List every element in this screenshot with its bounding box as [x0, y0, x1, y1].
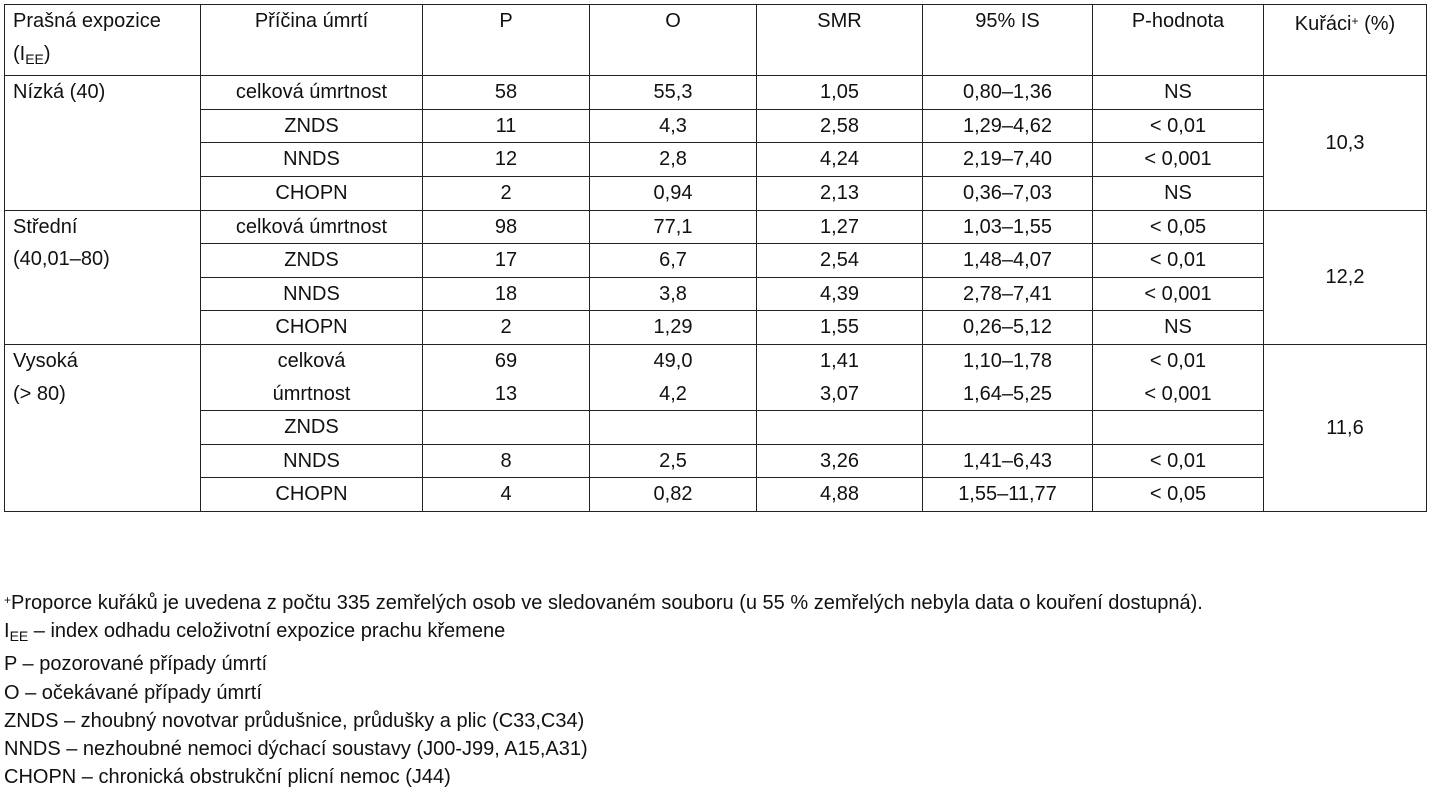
p-cell: 11	[423, 109, 590, 143]
p-cell: 98	[423, 210, 590, 244]
footnote-nnds: NNDS – nezhoubné nemoci dýchací soustavy (J00-J99, A15,A31)	[4, 738, 588, 761]
o-cell: 4,3	[590, 109, 757, 143]
smr-cell: 2,54	[757, 244, 923, 278]
cause-cell: ZNDS	[201, 244, 423, 278]
header-smr: SMR	[757, 5, 923, 76]
p-cell: 18	[423, 277, 590, 311]
p-cell: 12	[423, 143, 590, 177]
p-cell: 17	[423, 244, 590, 278]
cause-cell: CHOPN	[201, 311, 423, 345]
table-footnotes	[4, 586, 1203, 791]
o-cell: 6,7	[590, 244, 757, 278]
pvalue-cell: NS	[1093, 76, 1264, 110]
cause-cell: NNDS	[201, 143, 423, 177]
header-ci: 95% IS	[923, 5, 1093, 76]
smr-cell: 4,88	[757, 478, 923, 512]
cause-cell: NNDS	[201, 277, 423, 311]
table-row	[5, 244, 1427, 278]
o-cell: 49,0 4,2	[590, 344, 757, 410]
header-cause: Příčina úmrtí	[201, 5, 423, 76]
smokers-cell: 10,3	[1264, 76, 1427, 210]
pvalue-cell: NS	[1093, 311, 1264, 345]
ci-cell: 1,10–1,78 1,64–5,25	[923, 344, 1093, 410]
pvalue-cell: < 0,05	[1093, 478, 1264, 512]
footnote-o: O – očekávané případy úmrtí	[4, 681, 262, 704]
table-row	[5, 76, 1427, 110]
p-cell: 69 13	[423, 344, 590, 410]
smokers-cell: 12,2	[1264, 210, 1427, 344]
smr-cell: 1,27	[757, 210, 923, 244]
table-row	[5, 210, 1427, 244]
results-table	[4, 4, 1427, 512]
pvalue-cell: < 0,05	[1093, 210, 1264, 244]
footnote-p: P – pozorované případy úmrtí	[4, 653, 268, 676]
o-cell	[590, 411, 757, 445]
ci-cell: 1,55–11,77	[923, 478, 1093, 512]
ci-cell: 1,03–1,55	[923, 210, 1093, 244]
table-row	[5, 311, 1427, 345]
pvalue-cell: NS	[1093, 176, 1264, 210]
footnote-smokers: +Proporce kuřáků je uvedena z počtu 335 zemřelých osob ve sledovaném souboru (u 55 % zemřelých nebyla data o kouření dostupná).	[4, 592, 1203, 614]
header-p: P	[423, 5, 590, 76]
o-cell: 2,8	[590, 143, 757, 177]
smr-cell: 4,39	[757, 277, 923, 311]
table-row	[5, 444, 1427, 478]
smr-cell: 1,55	[757, 311, 923, 345]
o-cell: 55,3	[590, 76, 757, 110]
pvalue-cell: < 0,001	[1093, 277, 1264, 311]
smr-cell: 2,13	[757, 176, 923, 210]
group-label: Nízká (40)	[5, 76, 201, 210]
cause-cell: celková úmrtnost	[201, 76, 423, 110]
o-cell: 3,8	[590, 277, 757, 311]
pvalue-cell: < 0,01	[1093, 109, 1264, 143]
pvalue-cell: < 0,01	[1093, 444, 1264, 478]
cause-cell: CHOPN	[201, 478, 423, 512]
header-smokers: Kuřáci+ (%)	[1264, 5, 1427, 76]
ci-cell: 1,48–4,07	[923, 244, 1093, 278]
ci-cell: 1,41–6,43	[923, 444, 1093, 478]
cause-cell: NNDS	[201, 444, 423, 478]
o-cell: 0,82	[590, 478, 757, 512]
smr-cell: 1,05	[757, 76, 923, 110]
p-cell: 4	[423, 478, 590, 512]
table-row	[5, 143, 1427, 177]
footnote-znds: ZNDS – zhoubný novotvar průdušnice, průdušky a plic (C33,C34)	[4, 709, 585, 732]
p-cell: 58	[423, 76, 590, 110]
o-cell: 77,1	[590, 210, 757, 244]
table-row	[5, 176, 1427, 210]
group-label: Vysoká (> 80)	[5, 344, 201, 511]
header-exposure: Prašná expozice $(I_{EE})$	[5, 5, 201, 76]
footnote-chopn: CHOPN – chronická obstrukční plicní nemoc (J44)	[4, 766, 451, 789]
ci-cell: 2,78–7,41	[923, 277, 1093, 311]
smokers-cell: 11,6	[1264, 344, 1427, 511]
smr-cell: 4,24	[757, 143, 923, 177]
ci-cell: 0,36–7,03	[923, 176, 1093, 210]
p-cell: 2	[423, 311, 590, 345]
ci-cell	[923, 411, 1093, 445]
header-o: O	[590, 5, 757, 76]
table-row	[5, 109, 1427, 143]
table-row	[5, 277, 1427, 311]
smr-cell	[757, 411, 923, 445]
smr-cell: 1,41 3,07	[757, 344, 923, 410]
cause-cell: CHOPN	[201, 176, 423, 210]
group-label: Střední (40,01–80)	[5, 210, 201, 344]
p-cell	[423, 411, 590, 445]
o-cell: 0,94	[590, 176, 757, 210]
smr-cell: 2,58	[757, 109, 923, 143]
smr-cell: 3,26	[757, 444, 923, 478]
p-cell: 2	[423, 176, 590, 210]
header-row	[5, 5, 1427, 76]
cause-cell: celková úmrtnost	[201, 210, 423, 244]
pvalue-cell: < 0,01	[1093, 244, 1264, 278]
header-pvalue: P-hodnota	[1093, 5, 1264, 76]
table-row	[5, 411, 1427, 445]
cause-cell: celková úmrtnost	[201, 344, 423, 410]
cause-cell: ZNDS	[201, 411, 423, 445]
cause-cell: ZNDS	[201, 109, 423, 143]
footnote-iee: $I_{EE}$ – index odhadu celoživotní expozice prachu křemene	[4, 620, 506, 645]
pvalue-cell: < 0,01 < 0,001	[1093, 344, 1264, 410]
ci-cell: 2,19–7,40	[923, 143, 1093, 177]
ci-cell: 0,26–5,12	[923, 311, 1093, 345]
o-cell: 1,29	[590, 311, 757, 345]
pvalue-cell: < 0,001	[1093, 143, 1264, 177]
o-cell: 2,5	[590, 444, 757, 478]
ci-cell: 1,29–4,62	[923, 109, 1093, 143]
table-row	[5, 478, 1427, 512]
pvalue-cell	[1093, 411, 1264, 445]
ci-cell: 0,80–1,36	[923, 76, 1093, 110]
p-cell: 8	[423, 444, 590, 478]
table-row	[5, 344, 1427, 410]
